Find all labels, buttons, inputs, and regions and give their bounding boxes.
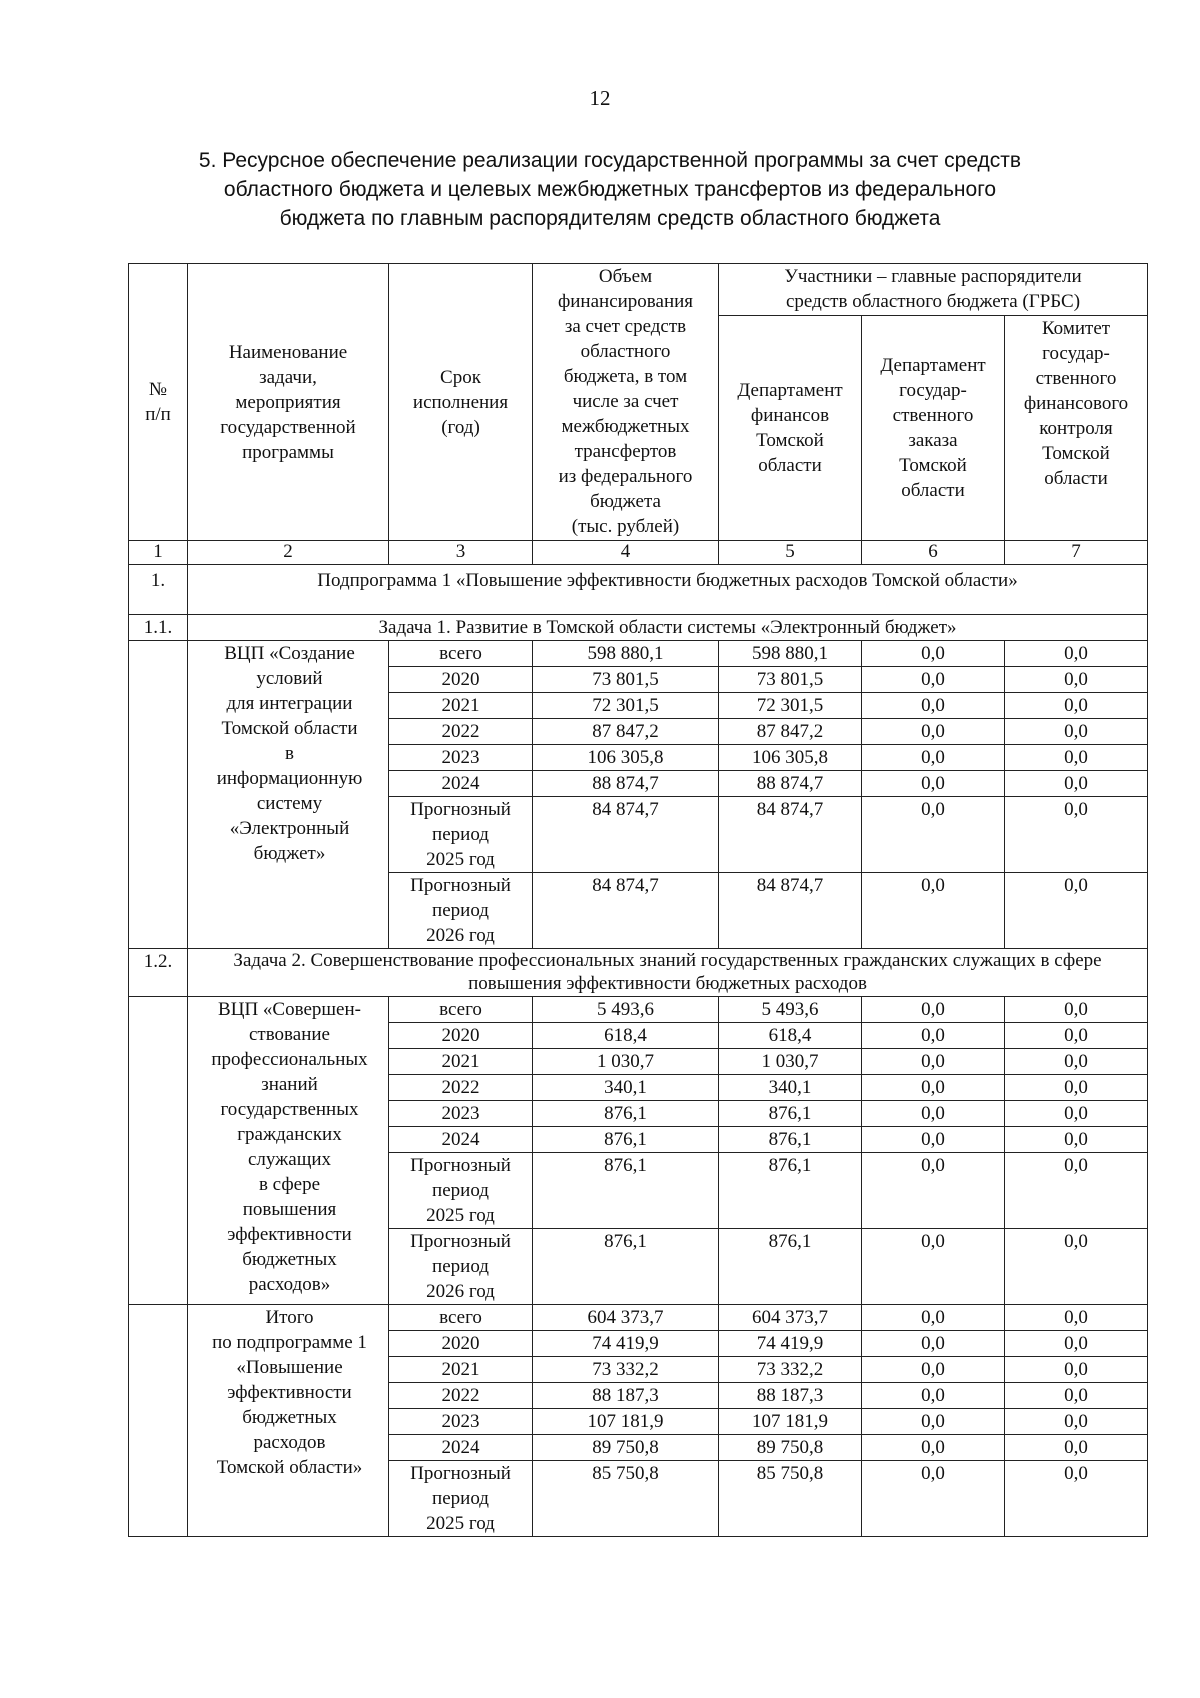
volume-cell: 106 305,8 [533, 745, 719, 771]
dept-finance-cell: 1 030,7 [719, 1049, 862, 1075]
dept-order-cell: 0,0 [862, 667, 1005, 693]
volume-cell: 340,1 [533, 1075, 719, 1101]
committee-cell: 0,0 [1005, 1331, 1148, 1357]
section-title-line: 5. Ресурсное обеспечение реализации государственной программы за счет средств [198, 149, 1022, 172]
volume-cell: 618,4 [533, 1023, 719, 1049]
subprogram-title: Подпрограмма 1 «Повышение эффективности бюджетных расходов Томской области» [188, 565, 1148, 615]
dept-finance-cell: 5 493,6 [719, 997, 862, 1023]
term-cell: 2023 [389, 1409, 533, 1435]
column-number: 2 [188, 541, 389, 565]
dept-finance-cell: 876,1 [719, 1153, 862, 1229]
dept-order-cell: 0,0 [862, 693, 1005, 719]
committee-cell: 0,0 [1005, 873, 1148, 949]
column-number: 1 [129, 541, 188, 565]
dept-order-cell: 0,0 [862, 719, 1005, 745]
term-cell: 2022 [389, 1383, 533, 1409]
volume-cell: 73 801,5 [533, 667, 719, 693]
committee-cell: 0,0 [1005, 667, 1148, 693]
term-cell: 2021 [389, 1049, 533, 1075]
measure-description: ВЦП «Совершен- ствование профессиональных знаний государственных гражданских служащих в сфере повышения эффективности бюджетных расходов» [188, 997, 389, 1305]
dept-finance-cell: 876,1 [719, 1229, 862, 1305]
column-number: 3 [389, 541, 533, 565]
task-row [129, 949, 1148, 997]
committee-cell: 0,0 [1005, 1023, 1148, 1049]
committee-cell: 0,0 [1005, 1461, 1148, 1537]
table-row [129, 997, 1148, 1023]
term-cell: 2022 [389, 719, 533, 745]
table-row [129, 641, 1148, 667]
term-cell: 2020 [389, 1023, 533, 1049]
empty-num-cell [129, 997, 188, 1305]
committee-cell: 0,0 [1005, 1127, 1148, 1153]
dept-finance-cell: 88 187,3 [719, 1383, 862, 1409]
term-cell: Прогнозный период 2025 год [389, 1461, 533, 1537]
term-cell: 2021 [389, 1357, 533, 1383]
dept-finance-cell: 876,1 [719, 1101, 862, 1127]
header-dept-order: Департамент государ- ственного заказа Томской области [862, 316, 1005, 541]
header-participants: Участники – главные распорядители средств областного бюджета (ГРБС) [719, 264, 1148, 316]
subprogram-row [129, 565, 1148, 615]
dept-order-cell: 0,0 [862, 1461, 1005, 1537]
dept-finance-cell: 618,4 [719, 1023, 862, 1049]
term-cell: 2021 [389, 693, 533, 719]
committee-cell: 0,0 [1005, 1435, 1148, 1461]
term-cell: Прогнозный период 2026 год [389, 873, 533, 949]
dept-order-cell: 0,0 [862, 1305, 1005, 1331]
committee-cell: 0,0 [1005, 771, 1148, 797]
volume-cell: 84 874,7 [533, 873, 719, 949]
term-cell: всего [389, 1305, 533, 1331]
committee-cell: 0,0 [1005, 693, 1148, 719]
volume-cell: 876,1 [533, 1127, 719, 1153]
dept-order-cell: 0,0 [862, 797, 1005, 873]
dept-order-cell: 0,0 [862, 1049, 1005, 1075]
volume-cell: 107 181,9 [533, 1409, 719, 1435]
page-number: 12 [589, 86, 611, 110]
committee-cell: 0,0 [1005, 1075, 1148, 1101]
dept-finance-cell: 876,1 [719, 1127, 862, 1153]
volume-cell: 876,1 [533, 1101, 719, 1127]
committee-cell: 0,0 [1005, 1305, 1148, 1331]
dept-order-cell: 0,0 [862, 641, 1005, 667]
volume-cell: 1 030,7 [533, 1049, 719, 1075]
task-num: 1.2. [129, 949, 188, 997]
volume-cell: 5 493,6 [533, 997, 719, 1023]
term-cell: 2020 [389, 1331, 533, 1357]
dept-order-cell: 0,0 [862, 1409, 1005, 1435]
header-num: № п/п [129, 264, 188, 541]
header-term: Срок исполнения (год) [389, 264, 533, 541]
header-dept-finance: Департамент финансов Томской области [719, 316, 862, 541]
dept-finance-cell: 74 419,9 [719, 1331, 862, 1357]
term-cell: 2024 [389, 771, 533, 797]
dept-finance-cell: 85 750,8 [719, 1461, 862, 1537]
section-title-line: бюджета по главным распорядителям средств областного бюджета [279, 207, 941, 230]
table-row [129, 1305, 1148, 1331]
volume-cell: 88 187,3 [533, 1383, 719, 1409]
committee-cell: 0,0 [1005, 1383, 1148, 1409]
term-cell: 2020 [389, 667, 533, 693]
volume-cell: 74 419,9 [533, 1331, 719, 1357]
dept-order-cell: 0,0 [862, 1357, 1005, 1383]
term-cell: 2023 [389, 1101, 533, 1127]
column-number: 7 [1005, 541, 1148, 565]
term-cell: 2023 [389, 745, 533, 771]
budget-table [128, 263, 1148, 1537]
dept-finance-cell: 84 874,7 [719, 873, 862, 949]
empty-num-cell [129, 1305, 188, 1537]
committee-cell: 0,0 [1005, 1357, 1148, 1383]
dept-finance-cell: 73 332,2 [719, 1357, 862, 1383]
volume-cell: 598 880,1 [533, 641, 719, 667]
dept-finance-cell: 73 801,5 [719, 667, 862, 693]
dept-order-cell: 0,0 [862, 771, 1005, 797]
dept-order-cell: 0,0 [862, 873, 1005, 949]
term-cell: 2024 [389, 1435, 533, 1461]
dept-finance-cell: 107 181,9 [719, 1409, 862, 1435]
term-cell: 2022 [389, 1075, 533, 1101]
committee-cell: 0,0 [1005, 1049, 1148, 1075]
task-title: Задача 1. Развитие в Томской области системы «Электронный бюджет» [188, 615, 1148, 641]
dept-order-cell: 0,0 [862, 1153, 1005, 1229]
volume-cell: 89 750,8 [533, 1435, 719, 1461]
dept-order-cell: 0,0 [862, 1383, 1005, 1409]
dept-order-cell: 0,0 [862, 1435, 1005, 1461]
dept-order-cell: 0,0 [862, 1101, 1005, 1127]
committee-cell: 0,0 [1005, 1229, 1148, 1305]
dept-finance-cell: 88 874,7 [719, 771, 862, 797]
dept-order-cell: 0,0 [862, 1075, 1005, 1101]
volume-cell: 72 301,5 [533, 693, 719, 719]
section-title-line: областного бюджета и целевых межбюджетных трансфертов из федерального [223, 178, 997, 201]
measure-description: ВЦП «Создание условий для интеграции Томской области в информационную систему «Электронный бюджет» [188, 641, 389, 949]
volume-cell: 87 847,2 [533, 719, 719, 745]
volume-cell: 876,1 [533, 1229, 719, 1305]
dept-order-cell: 0,0 [862, 745, 1005, 771]
volume-cell: 85 750,8 [533, 1461, 719, 1537]
committee-cell: 0,0 [1005, 1409, 1148, 1435]
term-cell: 2024 [389, 1127, 533, 1153]
task-num: 1.1. [129, 615, 188, 641]
dept-order-cell: 0,0 [862, 1331, 1005, 1357]
committee-cell: 0,0 [1005, 1101, 1148, 1127]
dept-order-cell: 0,0 [862, 1229, 1005, 1305]
volume-cell: 88 874,7 [533, 771, 719, 797]
term-cell: Прогнозный период 2026 год [389, 1229, 533, 1305]
term-cell: всего [389, 997, 533, 1023]
dept-order-cell: 0,0 [862, 1127, 1005, 1153]
volume-cell: 876,1 [533, 1153, 719, 1229]
committee-cell: 0,0 [1005, 997, 1148, 1023]
term-cell: всего [389, 641, 533, 667]
committee-cell: 0,0 [1005, 797, 1148, 873]
committee-cell: 0,0 [1005, 719, 1148, 745]
volume-cell: 73 332,2 [533, 1357, 719, 1383]
dept-finance-cell: 106 305,8 [719, 745, 862, 771]
header-volume: Объем финансирования за счет средств областного бюджета, в том числе за счет межбюджетных трансфертов из федерального бюджета (тыс. рублей) [533, 264, 719, 541]
volume-cell: 84 874,7 [533, 797, 719, 873]
column-number: 5 [719, 541, 862, 565]
empty-num-cell [129, 641, 188, 949]
dept-finance-cell: 598 880,1 [719, 641, 862, 667]
committee-cell: 0,0 [1005, 641, 1148, 667]
committee-cell: 0,0 [1005, 745, 1148, 771]
term-cell: Прогнозный период 2025 год [389, 797, 533, 873]
term-cell: Прогнозный период 2025 год [389, 1153, 533, 1229]
task-title: Задача 2. Совершенствование профессиональных знаний государственных гражданских служащих в сфере повышения эффективности бюджетных расходов [188, 949, 1148, 997]
task-row [129, 615, 1148, 641]
total-description: Итого по подпрограмме 1 «Повышение эффективности бюджетных расходов Томской области» [188, 1305, 389, 1537]
dept-order-cell: 0,0 [862, 997, 1005, 1023]
header-committee: Комитет государ- ственного финансового контроля Томской области [1005, 316, 1148, 541]
dept-finance-cell: 340,1 [719, 1075, 862, 1101]
column-number: 4 [533, 541, 719, 565]
dept-finance-cell: 84 874,7 [719, 797, 862, 873]
subprogram-num: 1. [129, 565, 188, 615]
dept-order-cell: 0,0 [862, 1023, 1005, 1049]
committee-cell: 0,0 [1005, 1153, 1148, 1229]
dept-finance-cell: 604 373,7 [719, 1305, 862, 1331]
dept-finance-cell: 72 301,5 [719, 693, 862, 719]
section-title [150, 146, 1070, 233]
column-number: 6 [862, 541, 1005, 565]
volume-cell: 604 373,7 [533, 1305, 719, 1331]
dept-finance-cell: 87 847,2 [719, 719, 862, 745]
header-name: Наименование задачи, мероприятия государственной программы [188, 264, 389, 541]
dept-finance-cell: 89 750,8 [719, 1435, 862, 1461]
